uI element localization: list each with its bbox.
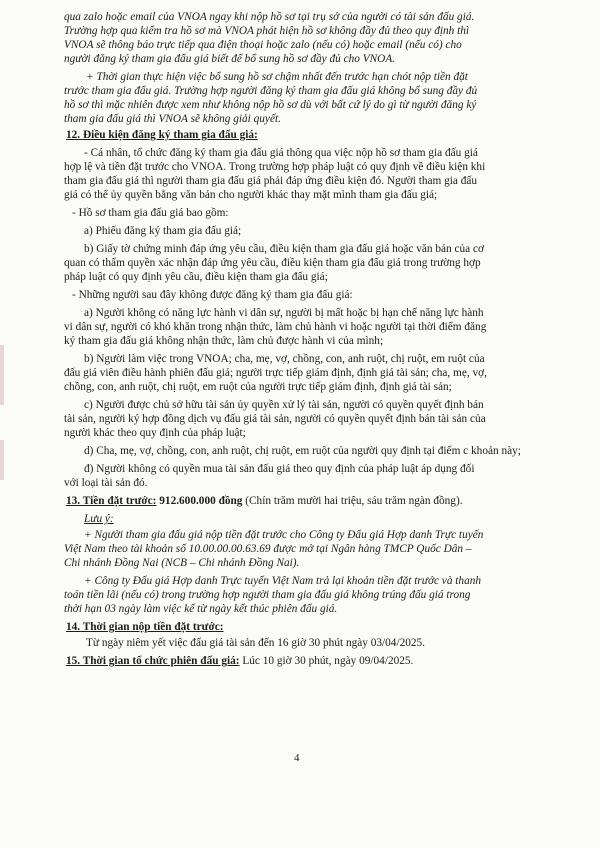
- section-heading-label: 15. Thời gian tổ chức phiên đấu giá:: [66, 655, 240, 667]
- section-heading: 12. Điều kiện đăng ký tham gia đấu giá:: [66, 129, 258, 141]
- text-line: tài sản, người ký hợp đồng dịch vụ đấu giá tài sản, người có quyền quyết định bán tài sản của: [64, 413, 486, 425]
- section-heading-deposit: [66, 494, 463, 508]
- italic-text-line: toán tiền lãi (nếu có) trong trường hợp người tham gia đấu giá không trúng đấu giá trong: [64, 589, 471, 601]
- italic-text-line: tham gia đấu giá thì VNOA sẽ không giải quyết.: [64, 113, 281, 125]
- text-line: Từ ngày niêm yết việc đấu giá tài sản đến 16 giờ 30 phút ngày 03/04/2025.: [86, 637, 426, 649]
- italic-text-line: qua zalo hoặc email của VNOA ngay khi nộp hồ sơ tại trụ sở của người có tài sản đấu giá.: [64, 11, 475, 23]
- text-line: c) Người được chủ sở hữu tài sản ủy quyền xử lý tài sản, người có quyền quyết định bán: [84, 399, 484, 411]
- italic-text-line: VNOA sẽ thông báo trực tiếp qua điện thoại hoặc zalo (nếu có) hoặc email (nếu có) cho: [64, 39, 462, 51]
- italic-text-line: Chi nhánh Đồng Nai (NCB – Chi nhánh Đồng Nai).: [64, 557, 300, 569]
- italic-text-line: + Thời gian thực hiện việc bổ sung hồ sơ chậm nhất đến trước hạn chót nộp tiền đặt: [86, 71, 468, 83]
- deposit-amount: 912.600.000 đồng: [159, 495, 243, 507]
- text-line: - Hồ sơ tham gia đấu giá bao gồm:: [72, 207, 229, 219]
- text-line: quan có thẩm quyền xác nhận đáp ứng yêu cầu, điều kiện tham gia đấu giá trong trường hợp: [64, 257, 481, 269]
- italic-text-line: người đăng ký tham gia đấu giá biết để bổ sung hồ sơ đầy đủ cho VNOA.: [64, 53, 396, 65]
- italic-text-line: thời hạn 03 ngày làm việc kể từ ngày kết thúc phiên đấu giá.: [64, 603, 338, 615]
- note-label: Lưu ý:: [84, 513, 114, 525]
- text-line: - Cá nhân, tổ chức đăng ký tham gia đấu giá thông qua việc nộp hồ sơ tham gia đấu giá: [84, 147, 478, 159]
- text-line: a) Người không có năng lực hành vi dân sự, người bị mất hoặc bị hạn chế năng lực hành: [84, 307, 484, 319]
- deposit-amount-words: (Chín trăm mười hai triệu, sáu trăm ngàn đồng).: [242, 495, 463, 507]
- text-line: với loại tài sản đó.: [64, 477, 148, 489]
- text-line: d) Cha, mẹ, vợ, chồng, con, anh ruột, chị ruột, em ruột của người quy định tại điểm c khoản này;: [84, 445, 521, 457]
- page-edge-mark: [0, 440, 4, 480]
- page-edge-mark: [0, 345, 4, 405]
- text-line: pháp luật có quy định yêu cầu, điều kiện tham gia đấu giá;: [64, 271, 328, 283]
- text-line: hợp lệ và tiền đặt trước cho VNOA. Trong trường hợp pháp luật có quy định về điều kiện khi: [64, 161, 486, 173]
- text-line: đấu giá viên điều hành phiên đấu giá; người trực tiếp giám định, định giá tài sản; cha, mẹ, vợ,: [64, 367, 487, 379]
- text-line: chồng, con, anh ruột, chị ruột, em ruột của người trực tiếp giám định, định giá tài sản;: [64, 381, 452, 393]
- text-line: b) Giấy tờ chứng minh đáp ứng yêu cầu, điều kiện tham gia đấu giá hoặc văn bản của cơ: [84, 243, 485, 255]
- text-line: người khác theo quy định của pháp luật;: [64, 427, 246, 439]
- section-heading: 14. Thời gian nộp tiền đặt trước:: [66, 621, 224, 633]
- italic-text-line: + Công ty Đấu giá Hợp danh Trực tuyến Việt Nam trả lại khoản tiền đặt trước và thanh: [84, 575, 482, 587]
- text-line: đ) Người không có quyền mua tài sản đấu giá theo quy định của pháp luật áp dụng đối: [84, 463, 475, 475]
- italic-text-line: Việt Nam theo tài khoản số 10.00.00.00.63.69 được mở tại Ngân hàng TMCP Quốc Dân –: [64, 543, 472, 555]
- italic-text-line: trước tham gia đấu giá. Trường hợp người đăng ký tham gia đấu giá không bổ sung đầy đủ: [64, 85, 478, 97]
- text-line: ký tham gia đấu giá không nhận thức, làm chủ được hành vi của mình;: [64, 335, 384, 347]
- italic-text-line: Trường hợp qua kiểm tra hồ sơ mà VNOA phát hiện hồ sơ không đầy đủ theo quy định thì: [64, 25, 470, 37]
- auction-time-value: Lúc 10 giờ 30 phút, ngày 09/04/2025.: [239, 655, 414, 667]
- text-line: vi dân sự, người có khó khăn trong nhận thức, làm chủ hành vi hoặc người tại thời điểm đăng: [64, 321, 487, 333]
- text-line: a) Phiếu đăng ký tham gia đấu giá;: [84, 225, 242, 237]
- text-line: b) Người làm việc trong VNOA; cha, mẹ, vợ, chồng, con, anh ruột, chị ruột, em ruột của: [84, 353, 485, 365]
- section-heading-auction-time: [66, 654, 413, 668]
- text-line: - Những người sau đây không được đăng ký tham gia đấu giá:: [72, 289, 353, 301]
- italic-text-line: hồ sơ thì mặc nhiên được xem như không nộp hồ sơ dù với bất cứ lý do gì từ người đăng ký: [64, 99, 477, 111]
- page-number: 4: [294, 752, 300, 764]
- text-line: tham gia đấu giá thì người tham gia đấu giá phải đáp ứng điều kiện đó. Người tham gia đấu: [64, 175, 478, 187]
- section-heading-label: 13. Tiền đặt trước:: [66, 495, 157, 507]
- text-line: giá có thể ủy quyền bằng văn bản cho người khác thay mặt mình tham gia đấu giá;: [64, 189, 438, 201]
- italic-text-line: + Người tham gia đấu giá nộp tiền đặt trước cho Công ty Đấu giá Hợp danh Trực tuyến: [84, 529, 484, 541]
